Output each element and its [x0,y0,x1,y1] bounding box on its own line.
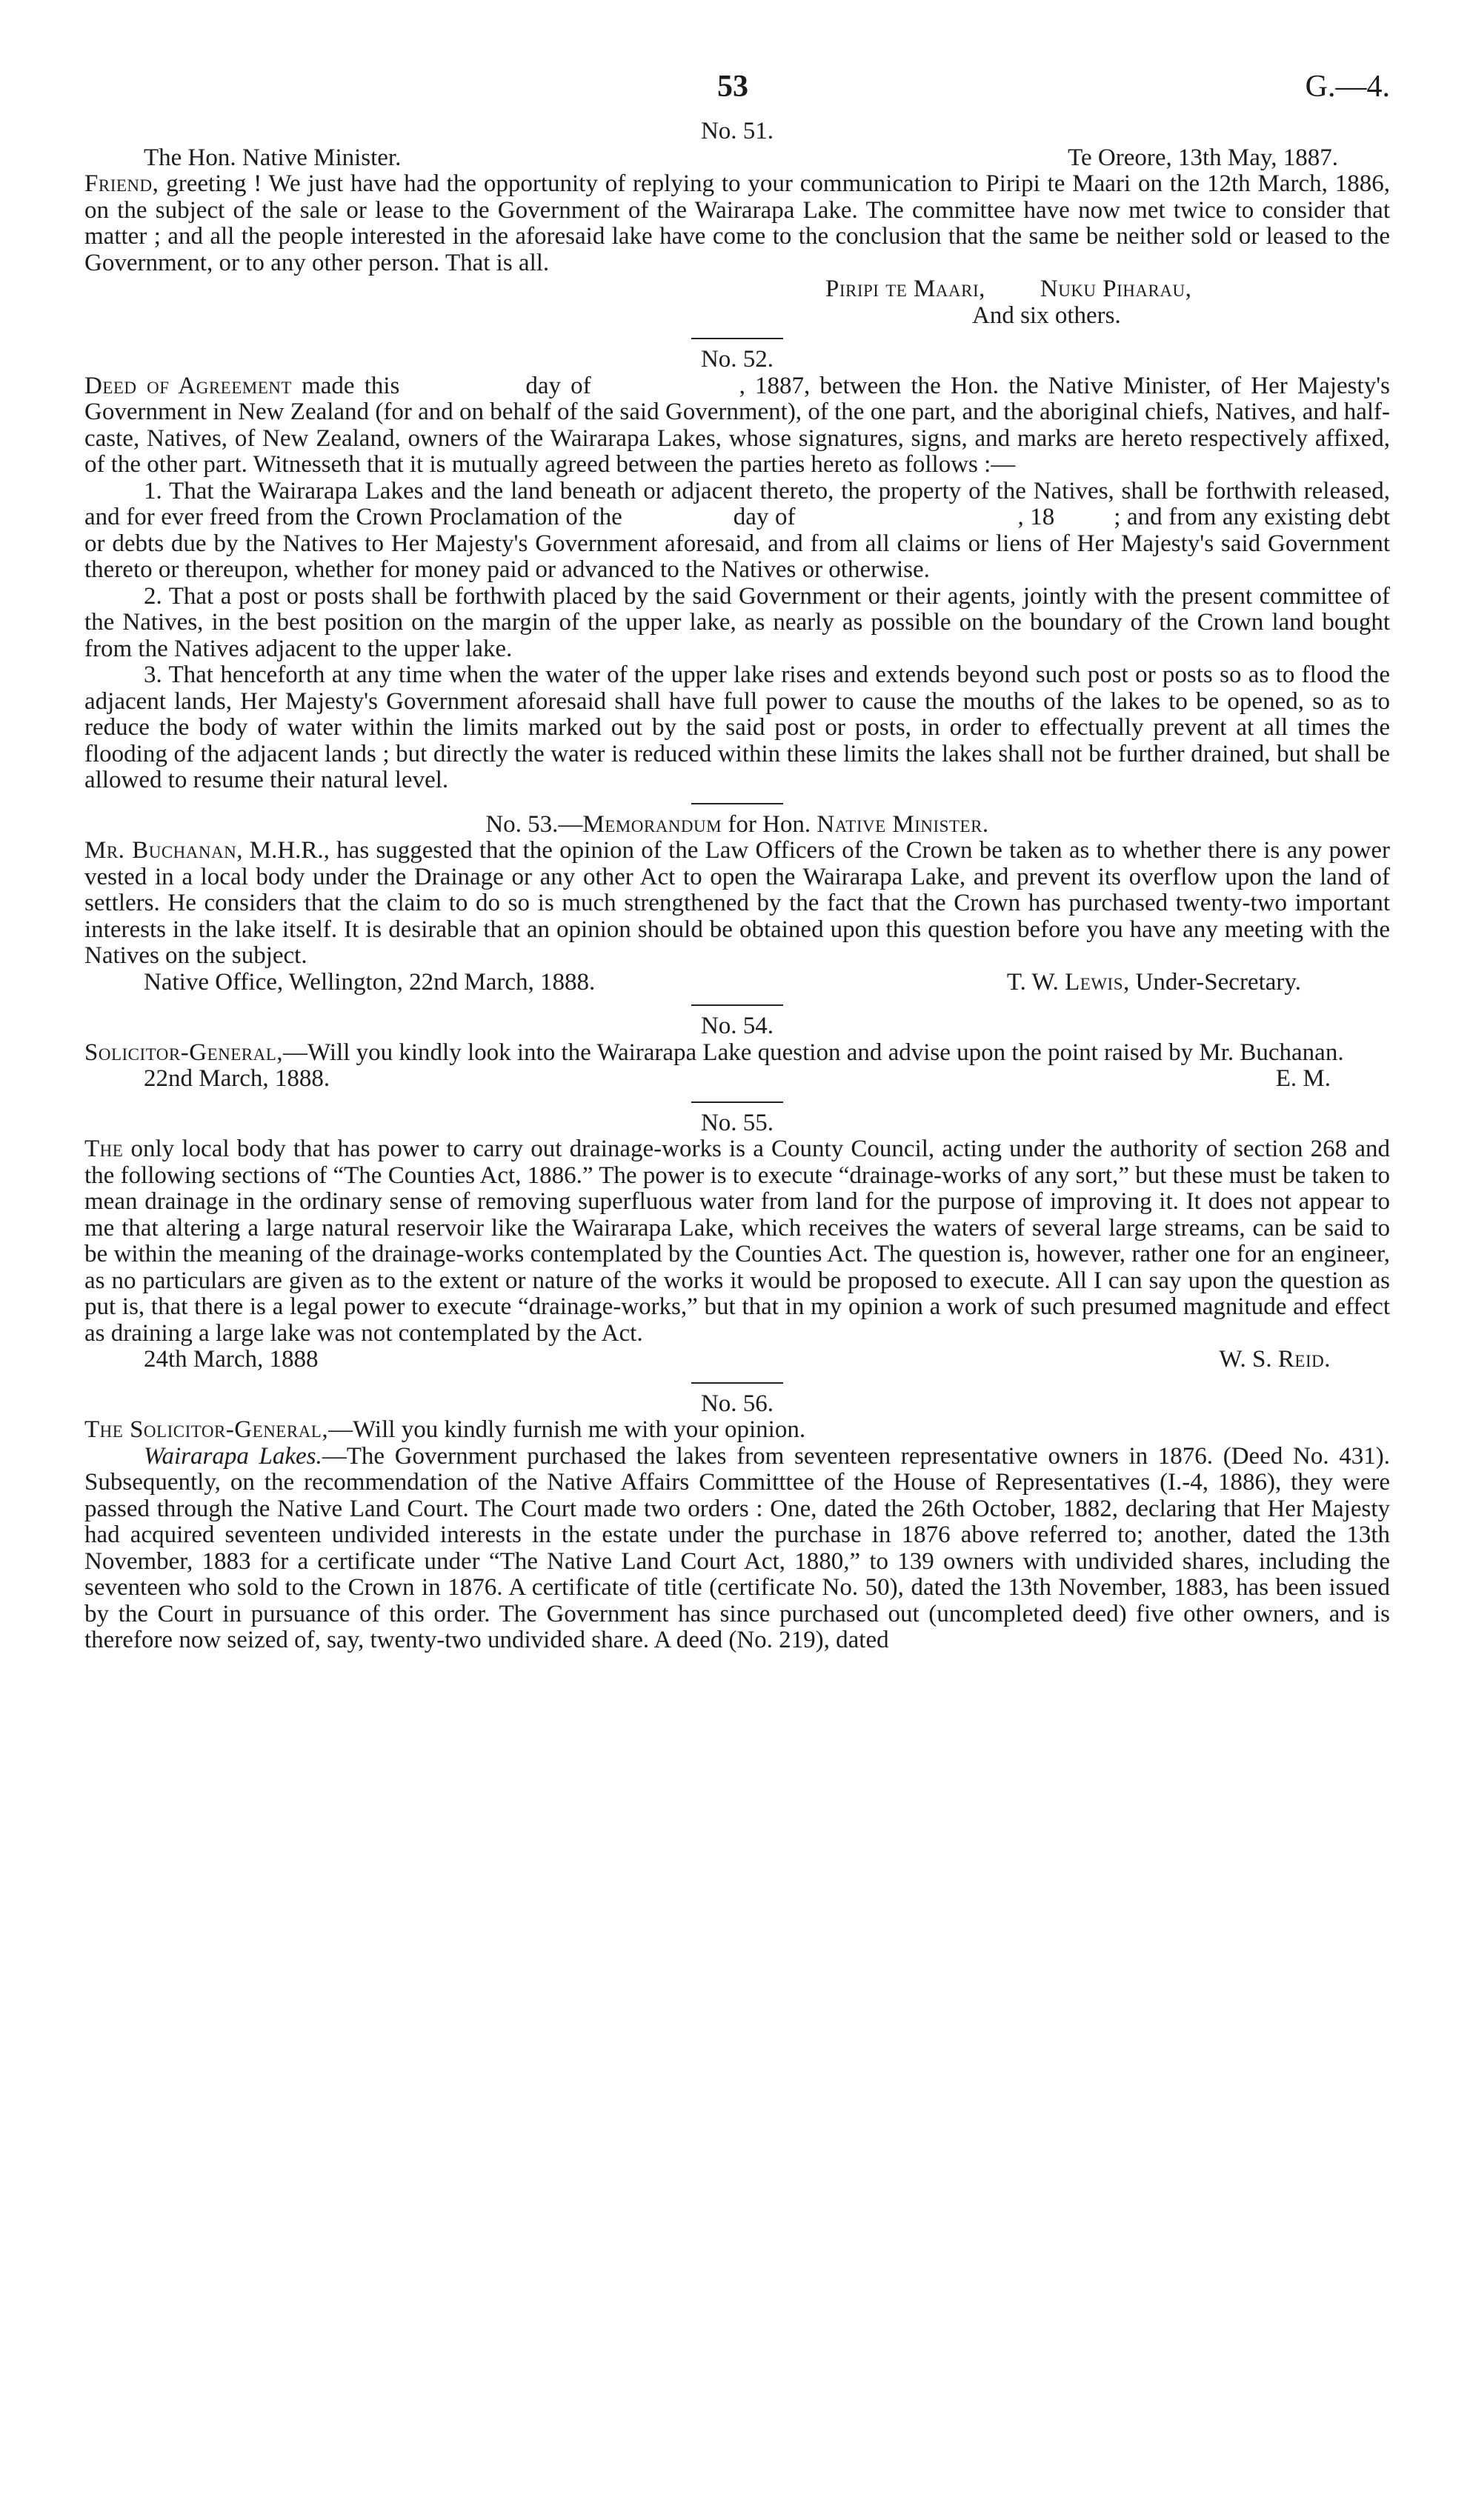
page-header [84,70,1390,119]
section-heading: No. 53.—Memorandum for Hon. Native Minister. [485,810,989,838]
memo-footer [84,970,1390,996]
deed-lead: Deed of Agreement [84,372,292,399]
letter-no-51 [84,119,1390,329]
memorandum-body: Mr. Buchanan, M.H.R., has suggested that the opinion of the Law Officers of the Crown be taken as to whether there is any power vested in a local body under the Drainage or any other Act to open the Wairarapa Lake, and prevent its overflow upon the land of settlers. He considers that the claim to do so is much strengthened by the fact that the Crown has purchased twenty-two important interests in the lake itself. It is desirable that an opinion should be obtained upon this question before you have any meeting with the Natives on the subject. [84,837,1390,969]
divider [691,1382,783,1384]
address-line [84,145,1390,172]
deed-no-52 [84,347,1390,794]
minute-opening: The Solicitor-General,—Will you kindly furnish me with your opinion. [84,1416,806,1443]
document-reference: G.—4. [1305,70,1390,104]
letter-body: Friend, greeting ! We just have had the opportunity of replying to your communication to Piripi te Maari on the 12th March, 1886, on the subject of the sale or lease to the Government of the Wairarapa Lake. The committee have now met twice to consider that matter ; and all the people interested in the aforesaid lake have come to the conclusion that the same be neither sold or leased to the Government, or to any other person. That is all. [84,170,1390,276]
deed-intro: Deed of Agreement made this day of , 1887, between the Hon. the Native Minister, of Her Majesty's Government in New Zealand (for and on behalf of the said Government), of the one part, and the aboriginal chiefs, Natives, and half-caste, Natives, of New Zealand, owners of the Wairarapa Lakes, whose signatures, signs, and marks are hereto respectively affixed, of the other part. Witnesseth that it is mutually agreed between the parties hereto as follows :— [84,372,1390,478]
section-heading: No. 56. [700,1390,774,1417]
memorandum-no-53 [84,812,1390,996]
divider [691,338,783,339]
date: 24th March, 1888 [144,1346,319,1373]
minute-lead: Solicitor-General, [84,1039,284,1066]
opinion-no-55 [84,1110,1390,1373]
deed-clause-3: 3. That henceforth at any time when the water of the upper lake rises and extends beyond such post or posts so as to flood the adjacent lands, Her Majesty's Government aforesaid shall have full power to cause the mouths of the lakes to be opened, so as to reduce the body of water within the limits marked out by the said post or posts, in order to effectually prevent at all times the flooding of the adjacent lands ; but directly the water is reduced within these limits the lakes shall not be further drained, but shall be allowed to resume their natural level. [84,661,1390,793]
addressee: The Hon. Native Minister. [144,144,402,171]
salutation: Friend, [84,170,159,197]
minute-no-56 [84,1391,1390,1654]
signatories-others: And six others. [972,301,1121,329]
opinion-lead: The [84,1136,124,1162]
place-date: Native Office, Wellington, 22nd March, 1888. [144,968,596,996]
date: 22nd March, 1888. [144,1065,330,1092]
opinion-footer [84,1347,1390,1373]
minute-no-54 [84,1013,1390,1093]
section-heading: No. 54. [700,1013,774,1039]
signer: Nuku Piharau, [1040,276,1192,302]
memo-lead: Mr. Buchanan [84,837,237,864]
divider [691,803,783,804]
minute-body: Wairarapa Lakes.—The Government purchased the lakes from seventeen representative owners in 1876. (Deed No. 431). Subsequently, on the recommendation of the Native Affairs Committtee of the House of Representatives (I.-4, 1886), they were passed through the Native Land Court. The Court made two orders : One, dated the 26th October, 1882, declaring that Her Majesty had acquired seventeen undivided interests in the estate under the purchase in 1876 above referred to; another, dated the 13th November, 1883 for a certificate under “The Native Land Court Act, 1880,” to 139 owners with undivided shares, including the seventeen who sold to the Crown in 1876. A certificate of title (certificate No. 50), dated the 13th November, 1883, has been issued by the Court in pursuance of this order. The Government has since purchased out (uncompleted deed) five other owners, and is therefore now seized of, say, twenty-two undivided share. A deed (No. 219), dated [84,1442,1390,1653]
section-heading: No. 52. [700,346,774,373]
section-heading: No. 55. [700,1109,774,1136]
page-number: 53 [717,70,748,104]
signature: W. S. Reid. [1219,1346,1331,1373]
signature: T. W. Lewis, Under-Secretary. [1006,968,1301,996]
section-heading: No. 51. [700,118,774,144]
signer: Piripi te Maari, [825,276,985,302]
signatories [84,276,1390,303]
deed-clause-2: 2. That a post or posts shall be forthwith placed by the said Government or their agents, jointly with the present committee of the Natives, in the best position on the margin of the upper lake, as nearly as possible on the boundary of the Crown land bought from the Natives adjacent to the upper lake. [84,582,1390,662]
document-page [84,70,1390,1654]
topic: Wairarapa Lakes. [144,1442,322,1470]
deed-clause-1: 1. That the Wairarapa Lakes and the land beneath or adjacent thereto, the property of the Natives, shall be forthwith released, and for ever freed from the Crown Proclamation of the day of , 18 ; and from any existing debt or debts due by the Natives to Her Majesty's Government aforesaid, and from all claims or liens of Her Majesty's said Government thereto or thereupon, whether for money paid or advanced to the Natives or otherwise. [84,477,1390,583]
minute-footer [84,1066,1390,1093]
minute-lead: The Solicitor-General, [84,1416,329,1443]
initials: E. M. [1275,1065,1331,1092]
date-line: Te Oreore, 13th May, 1887. [1068,144,1338,171]
divider [691,1101,783,1103]
minute-body: Solicitor-General,—Will you kindly look into the Wairarapa Lake question and advise upon the point raised by Mr. Buchanan. [84,1039,1344,1066]
divider [691,1004,783,1006]
opinion-body: The only local body that has power to carry out drainage-works is a County Council, acting under the authority of section 268 and the following sections of “The Counties Act, 1886.” The power is to execute “drainage-works of any sort,” but these must be taken to mean drainage in the ordinary sense of removing superfluous water from land for the purpose of improving it. It does not appear to me that altering a large natural reservoir like the Wairarapa Lake, which receives the waters of several large streams, can be said to be within the meaning of the drainage-works contemplated by the Counties Act. The question is, however, rather one for an engineer, as no particulars are given as to the extent or nature of the works it would be proposed to execute. All I can say upon the question as put is, that there is a legal power to execute “drainage-works,” but that in my opinion a work of such presumed magnitude and effect as draining a large lake was not contemplated by the Act. [84,1136,1390,1347]
